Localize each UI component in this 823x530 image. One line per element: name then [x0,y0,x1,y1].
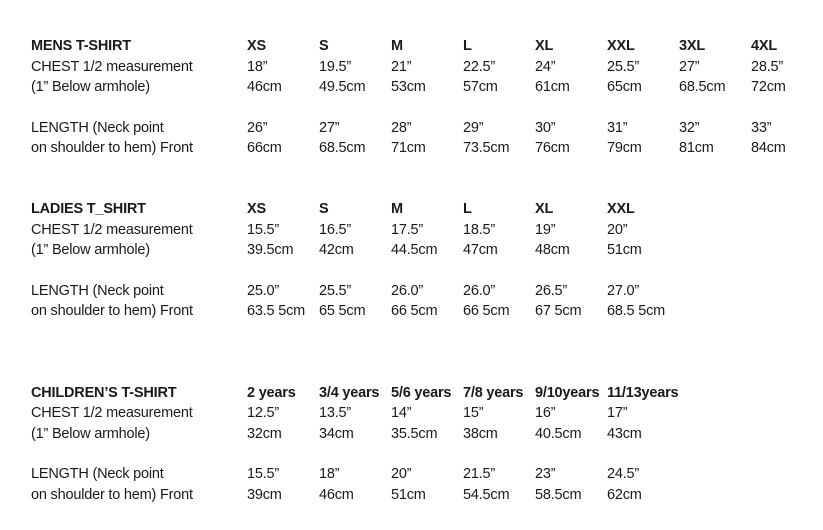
ladies-length-inch-row [0,281,823,301]
mens-size-s: S [319,38,329,54]
ladies-size-xs: XS [247,201,266,217]
mens-chest-inch-row [0,57,823,77]
children-chest-in-value: 12.5” [247,405,280,421]
ladies-chest-cm-value: 47cm [463,242,498,258]
children-chest-in-value: 15” [463,405,484,421]
ladies-chest-in-value: 19” [535,222,556,238]
ladies-chest-cm-value: 48cm [535,242,570,258]
mens-size-3xl: 3XL [679,38,705,54]
children-length-label: LENGTH (Neck point [31,466,164,482]
mens-chest-in-value: 21” [391,59,412,75]
children-chest-in-value: 13.5” [319,405,352,421]
ladies-length-cm-value: 66 5cm [391,303,438,319]
mens-chest-cm-value: 53cm [391,79,426,95]
mens-length-sub-label: on shoulder to hem) Front [31,140,193,156]
mens-chest-cm-value: 61cm [535,79,570,95]
children-section-title: CHILDREN’S T-SHIRT [31,385,177,401]
mens-section-title: MENS T-SHIRT [31,38,131,54]
children-length-in-value: 15.5” [247,466,280,482]
children-size-2-years: 2 years [247,385,296,401]
mens-chest-cm-value: 57cm [463,79,498,95]
children-length-sub-label: on shoulder to hem) Front [31,487,193,503]
mens-length-in-value: 31” [607,120,628,136]
children-size-3-4-years: 3/4 years [319,385,380,401]
children-length-cm-value: 58.5cm [535,487,582,503]
ladies-length-cm-row [0,301,823,321]
children-chest-in-value: 17” [607,405,628,421]
mens-chest-in-value: 22.5” [463,59,496,75]
mens-length-cm-value: 73.5cm [463,140,510,156]
mens-chest-cm-value: 68.5cm [679,79,726,95]
children-chest-cm-value: 32cm [247,426,282,442]
ladies-size-m: M [391,201,403,217]
ladies-length-cm-value: 68.5 5cm [607,303,666,319]
ladies-chest-sub-label: (1” Below armhole) [31,242,150,258]
children-length-in-value: 21.5” [463,466,496,482]
mens-length-cm-row [0,138,823,158]
mens-size-xs: XS [247,38,266,54]
mens-header-row [0,36,823,56]
mens-chest-in-value: 28.5” [751,59,784,75]
children-chest-in-value: 16” [535,405,556,421]
children-header-row [0,383,823,403]
children-length-cm-value: 62cm [607,487,642,503]
ladies-size-l: L [463,201,472,217]
mens-length-in-value: 27” [319,120,340,136]
ladies-length-cm-value: 65 5cm [319,303,366,319]
children-size-9-10-years: 9/10years [535,385,600,401]
children-chest-inch-row [0,403,823,423]
ladies-length-in-value: 27.0” [607,283,640,299]
ladies-length-in-value: 26.0” [391,283,424,299]
mens-length-in-value: 29” [463,120,484,136]
ladies-chest-cm-row [0,240,823,260]
children-chest-cm-value: 43cm [607,426,642,442]
ladies-length-cm-value: 66 5cm [463,303,510,319]
ladies-length-in-value: 25.5” [319,283,352,299]
children-chest-cm-value: 40.5cm [535,426,582,442]
mens-length-in-value: 28” [391,120,412,136]
mens-chest-cm-row [0,77,823,97]
ladies-chest-cm-value: 44.5cm [391,242,438,258]
children-chest-cm-value: 38cm [463,426,498,442]
ladies-size-xxl: XXL [607,201,635,217]
ladies-chest-in-value: 20” [607,222,628,238]
children-chest-in-value: 14” [391,405,412,421]
ladies-header-row [0,199,823,219]
mens-length-in-value: 33” [751,120,772,136]
mens-chest-in-value: 19.5” [319,59,352,75]
mens-chest-in-value: 24” [535,59,556,75]
ladies-section-title: LADIES T_SHIRT [31,201,146,217]
mens-length-inch-row [0,118,823,138]
children-chest-cm-value: 34cm [319,426,354,442]
children-length-cm-row [0,485,823,505]
mens-length-cm-value: 84cm [751,140,786,156]
mens-length-cm-value: 66cm [247,140,282,156]
mens-length-cm-value: 76cm [535,140,570,156]
ladies-size-xl: XL [535,201,554,217]
mens-chest-label: CHEST 1/2 measurement [31,59,193,75]
mens-length-cm-value: 81cm [679,140,714,156]
children-length-cm-value: 51cm [391,487,426,503]
mens-length-in-value: 26” [247,120,268,136]
mens-size-4xl: 4XL [751,38,777,54]
children-length-in-value: 18” [319,466,340,482]
children-length-cm-value: 39cm [247,487,282,503]
children-length-in-value: 20” [391,466,412,482]
children-size-5-6-years: 5/6 years [391,385,452,401]
mens-chest-cm-value: 72cm [751,79,786,95]
ladies-size-s: S [319,201,329,217]
children-length-cm-value: 54.5cm [463,487,510,503]
ladies-chest-in-value: 17.5” [391,222,424,238]
children-chest-cm-row [0,424,823,444]
children-length-in-value: 24.5” [607,466,640,482]
ladies-chest-in-value: 15.5” [247,222,280,238]
mens-chest-in-value: 25.5” [607,59,640,75]
ladies-chest-cm-value: 51cm [607,242,642,258]
ladies-chest-cm-value: 39.5cm [247,242,294,258]
ladies-chest-cm-value: 42cm [319,242,354,258]
mens-chest-cm-value: 49.5cm [319,79,366,95]
ladies-chest-in-value: 16.5” [319,222,352,238]
mens-length-cm-value: 71cm [391,140,426,156]
ladies-length-in-value: 26.5” [535,283,568,299]
mens-chest-cm-value: 65cm [607,79,642,95]
mens-length-label: LENGTH (Neck point [31,120,164,136]
children-size-7-8-years: 7/8 years [463,385,524,401]
ladies-chest-inch-row [0,220,823,240]
mens-chest-in-value: 27” [679,59,700,75]
mens-chest-cm-value: 46cm [247,79,282,95]
children-chest-cm-value: 35.5cm [391,426,438,442]
children-length-inch-row [0,464,823,484]
mens-length-cm-value: 68.5cm [319,140,366,156]
children-length-in-value: 23” [535,466,556,482]
mens-chest-sub-label: (1” Below armhole) [31,79,150,95]
mens-size-xl: XL [535,38,554,54]
children-chest-label: CHEST 1/2 measurement [31,405,193,421]
mens-size-xxl: XXL [607,38,635,54]
children-size-11-13-years: 11/13years [607,385,679,401]
ladies-length-sub-label: on shoulder to hem) Front [31,303,193,319]
mens-length-in-value: 30” [535,120,556,136]
mens-length-in-value: 32” [679,120,700,136]
mens-size-l: L [463,38,472,54]
ladies-length-in-value: 25.0” [247,283,280,299]
children-length-cm-value: 46cm [319,487,354,503]
ladies-length-cm-value: 67 5cm [535,303,582,319]
mens-size-m: M [391,38,403,54]
ladies-chest-in-value: 18.5” [463,222,496,238]
ladies-length-label: LENGTH (Neck point [31,283,164,299]
children-chest-sub-label: (1” Below armhole) [31,426,150,442]
ladies-length-cm-value: 63.5 5cm [247,303,306,319]
ladies-chest-label: CHEST 1/2 measurement [31,222,193,238]
mens-chest-in-value: 18” [247,59,268,75]
mens-length-cm-value: 79cm [607,140,642,156]
ladies-length-in-value: 26.0” [463,283,496,299]
